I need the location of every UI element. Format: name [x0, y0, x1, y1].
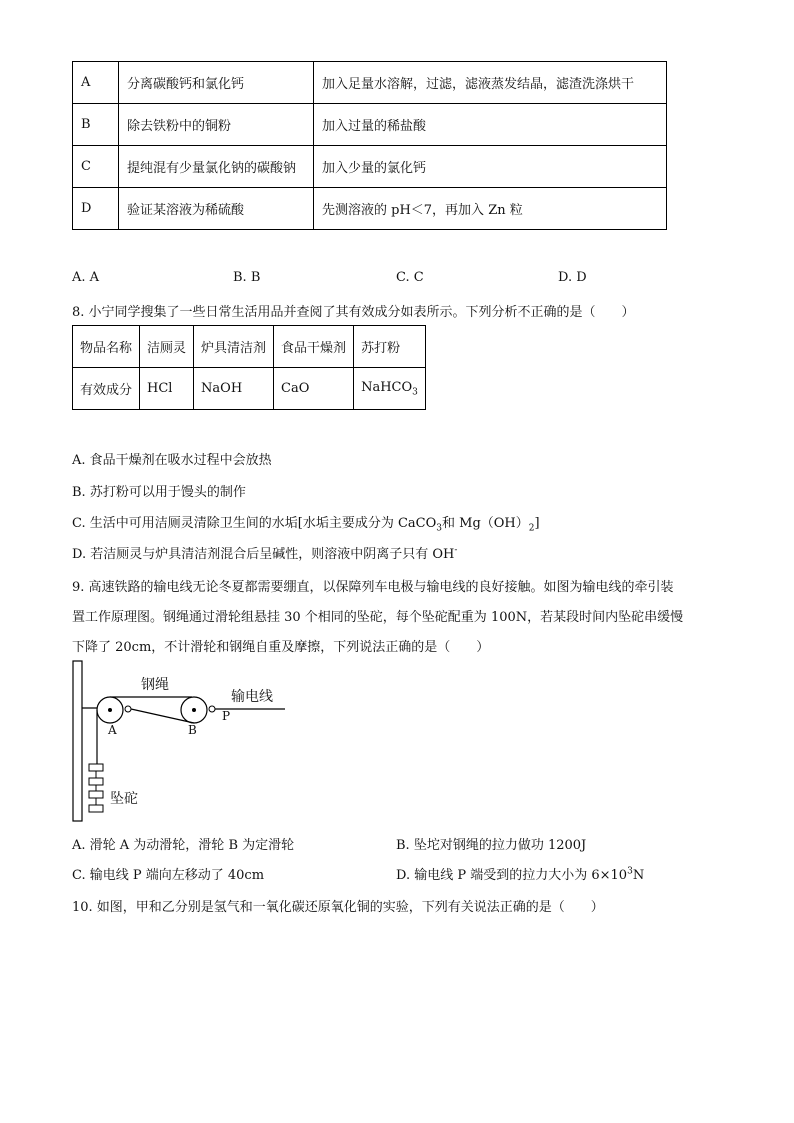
- label-pulley-a: A: [108, 723, 117, 737]
- q7-option-d: D. D: [558, 270, 587, 285]
- q8-stem: 8. 小宁同学搜集了一些日常生活用品并查阅了其有效成分如表所示。下列分析不正确的是（ ）: [72, 305, 635, 320]
- q9-option-b: B. 坠坨对钢绳的拉力做功 1200J: [396, 838, 587, 853]
- cell-cao: CaO: [274, 368, 354, 410]
- row-method: 先测溶液的 pH＜7，再加入 Zn 粒: [314, 188, 667, 230]
- text-part: D. 若洁厕灵与炉具清洁剂混合后呈碱性，则溶液中阴离子只有 OH: [72, 547, 455, 562]
- table-row: [73, 146, 667, 188]
- row-label: C: [73, 146, 119, 188]
- q7-option-a: A. A: [72, 270, 100, 285]
- text-part: ]: [534, 516, 540, 531]
- cell-nahco3: [354, 368, 426, 410]
- header-cell: 物品名称: [73, 326, 140, 368]
- formula-text: NaHCO: [361, 379, 413, 395]
- q9-stem-line-2: 置工作原理图。钢绳通过滑轮组悬挂 30 个相同的坠砣，每个坠砣配重为 100N，若某段时间内坠砣串缓慢: [72, 610, 684, 625]
- row-goal: 提纯混有少量氯化钠的碳酸钠: [119, 146, 314, 188]
- text-part: D. 输电线 P 端受到的拉力大小为 6×10: [396, 868, 628, 883]
- q8-option-a: A. 食品干燥剂在吸水过程中会放热: [72, 453, 272, 468]
- weight-block: [89, 791, 103, 798]
- pole: [73, 661, 82, 821]
- row-goal: 验证某溶液为稀硫酸: [119, 188, 314, 230]
- q9-option-c: C. 输电线 P 端向左移动了 40cm: [72, 868, 265, 883]
- row-method: 加入少量的氯化钙: [314, 146, 667, 188]
- label-steel-rope: 钢绳: [141, 677, 169, 693]
- table-row: [73, 368, 426, 410]
- q7-options-table: [72, 61, 667, 230]
- row-label: B: [73, 104, 119, 146]
- table-row: [73, 104, 667, 146]
- q7-option-c: C. C: [396, 270, 424, 285]
- row-label: A: [73, 62, 119, 104]
- label-p: P: [222, 709, 231, 723]
- header-cell: 苏打粉: [354, 326, 426, 368]
- row-method: 加入足量水溶解，过滤，滤液蒸发结晶，滤渣洗涤烘干: [314, 62, 667, 104]
- q8-option-c: [72, 512, 540, 534]
- cell-naoh: NaOH: [194, 368, 274, 410]
- superscript: -: [454, 545, 458, 556]
- pulley-b-axle: [192, 708, 196, 712]
- q9-option-a: A. 滑轮 A 为动滑轮，滑轮 B 为定滑轮: [72, 838, 295, 853]
- q7-option-b: B. B: [233, 270, 261, 285]
- pulley-a-axle: [108, 708, 112, 712]
- table-row: [73, 62, 667, 104]
- subscript: 3: [436, 523, 442, 534]
- table-row: [73, 188, 667, 230]
- weight-block: [89, 805, 103, 812]
- text-part: C. 生活中可用洁厕灵清除卫生间的水垢[水垢主要成分为 CaCO: [72, 516, 437, 531]
- text-part: 和 Mg（OH）: [442, 516, 529, 531]
- hook-a: [125, 706, 131, 712]
- subscript: 2: [528, 523, 535, 534]
- label-pulley-b: B: [188, 723, 197, 737]
- pulley-diagram: [70, 660, 290, 825]
- q8-option-b: B. 苏打粉可以用于馒头的制作: [72, 485, 246, 500]
- q8-table: [72, 325, 426, 410]
- row-label: D: [73, 188, 119, 230]
- header-cell: 食品干燥剂: [274, 326, 354, 368]
- text-part: N: [632, 868, 645, 883]
- row-goal: 除去铁粉中的铜粉: [119, 104, 314, 146]
- q9-stem-line-3: 下降了 20cm，不计滑轮和钢绳自重及摩擦，下列说法正确的是（ ）: [72, 640, 490, 655]
- subscript: 3: [412, 387, 418, 398]
- hook-p: [209, 706, 215, 712]
- superscript: 3: [627, 866, 633, 877]
- cell-hcl: HCl: [140, 368, 194, 410]
- label-weights: 坠砣: [110, 791, 138, 807]
- q10-stem: 10. 如图，甲和乙分别是氢气和一氧化碳还原氧化铜的实验，下列有关说法正确的是（ ）: [72, 900, 604, 915]
- table-row: [73, 326, 426, 368]
- row-label: 有效成分: [73, 368, 140, 410]
- q8-option-d: [72, 543, 457, 562]
- header-cell: 洁厕灵: [140, 326, 194, 368]
- weight-block: [89, 764, 103, 771]
- q9-option-d: [396, 864, 644, 883]
- q9-stem-line-1: 9. 高速铁路的输电线无论冬夏都需要绷直，以保障列车电极与输电线的良好接触。如图为输电线的牵引装: [72, 580, 674, 595]
- label-transmission-wire: 输电线: [231, 689, 273, 705]
- weight-block: [89, 778, 103, 785]
- header-cell: 炉具清洁剂: [194, 326, 274, 368]
- row-method: 加入过量的稀盐酸: [314, 104, 667, 146]
- row-goal: 分离碳酸钙和氯化钙: [119, 62, 314, 104]
